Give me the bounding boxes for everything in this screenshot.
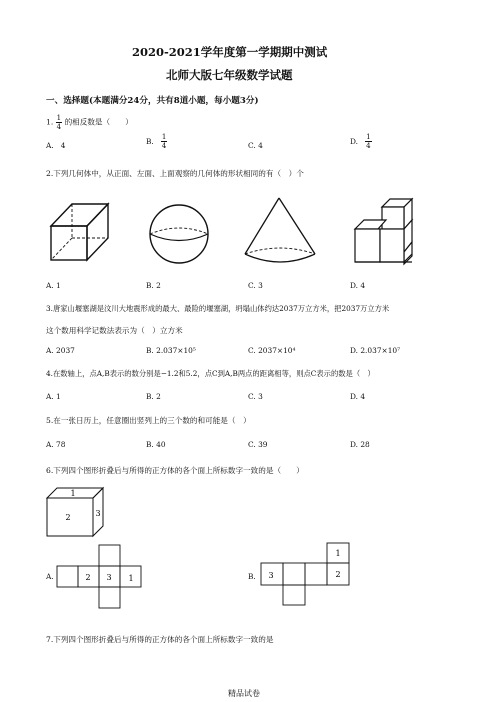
page-footer: 精品试卷 [228,689,260,698]
q2-option-b: B. 2 [146,281,161,290]
q4-option-b: B. 2 [146,392,161,401]
cube-front-number: 2 [65,513,71,522]
section-heading: 一、选择题(本题满分24分，共有8道小题，每小题3分) [46,96,259,106]
q3-option-d: D. 2.037×10⁷ [350,346,401,355]
q5-option-b: B. 40 [146,440,166,449]
q4-stem: 4.在数轴上，点A,B表示的数分别是−1.2和5.2，点C到A,B两点的距离相等，则点C表示的数是（ ） [46,369,375,378]
q6-reference-cube [46,484,108,540]
q4-option-c: C. 3 [248,392,263,401]
q6-stem: 6.下列四个图形折叠后与所得的正方体的各个面上所标数字一致的是（ ） [46,466,304,475]
q5-option-c: C. 39 [248,440,268,449]
net-a-number-2: 3 [106,573,112,582]
q6-option-b-net [260,543,352,609]
q6-option-a-label: A. [46,572,54,581]
q7-stem: 7.下列四个图形折叠后与所得的正方体的各个面上所标数字一致的是 [46,635,274,644]
net-a-number-1: 2 [85,573,91,582]
net-a-number-3: 1 [128,574,134,583]
net-b-number-1: 1 [335,549,341,558]
sphere-figure [148,203,212,267]
q1-tail: 的相反数是（ ） [64,117,133,127]
q3-stem-line1: 3.唐家山堰塞湖是汶川大地震形成的最大、最险的堰塞湖，坍塌山体约达2037万立方米，把2037万立方米 [46,304,390,313]
q4-option-a: A. 1 [46,392,61,401]
q1-number: 1. [46,117,54,127]
q5-option-d: D. 28 [350,440,370,449]
q2-option-d: D. 4 [350,281,366,290]
q5-stem: 5.在一张日历上，任意圈出竖列上的三个数的和可能是（ ） [46,416,251,425]
q1-option-a: A. 4 [46,141,66,150]
exam-title: 2020-2021学年度第一学期期中测试 [132,45,328,59]
cube-top-number: 1 [70,489,76,498]
q6-option-b-label: B. [248,572,256,581]
stacked-cubes-figure [352,198,436,266]
q3-option-b: B. 2.037×10⁵ [146,346,196,355]
q2-stem: 2.下列几何体中，从正面、左面、上面观察的几何体的形状相同的有（ ）个 [46,169,304,178]
cube-right-number: 3 [95,509,101,518]
cone-figure [242,196,322,268]
q4-option-d: D. 4 [350,392,366,401]
q5-option-a: A. 78 [46,440,66,449]
q1-fraction: $\frac{1}{4}$ [56,114,62,131]
q3-option-c: C. 2037×10⁴ [248,346,296,355]
q2-option-a: A. 1 [46,281,61,290]
q2-option-c: C. 3 [248,281,263,290]
q1-option-d: D. $\frac{1}{4}$ [350,133,371,150]
cube-solid-figure [48,200,112,264]
q1-option-b: B. $\frac{1}{4}$ [146,133,167,150]
net-b-number-3: 2 [335,570,341,579]
q6-option-a-net [56,545,162,611]
q1-option-c: C. 4 [248,141,263,150]
net-b-number-2: 3 [268,571,274,580]
exam-subtitle: 北师大版七年级数学试题 [166,68,293,82]
q3-stem-line2: 这个数用科学记数法表示为（ ）立方米 [46,326,183,335]
q1-stem [46,114,133,131]
q3-option-a: A. 2037 [46,346,75,355]
